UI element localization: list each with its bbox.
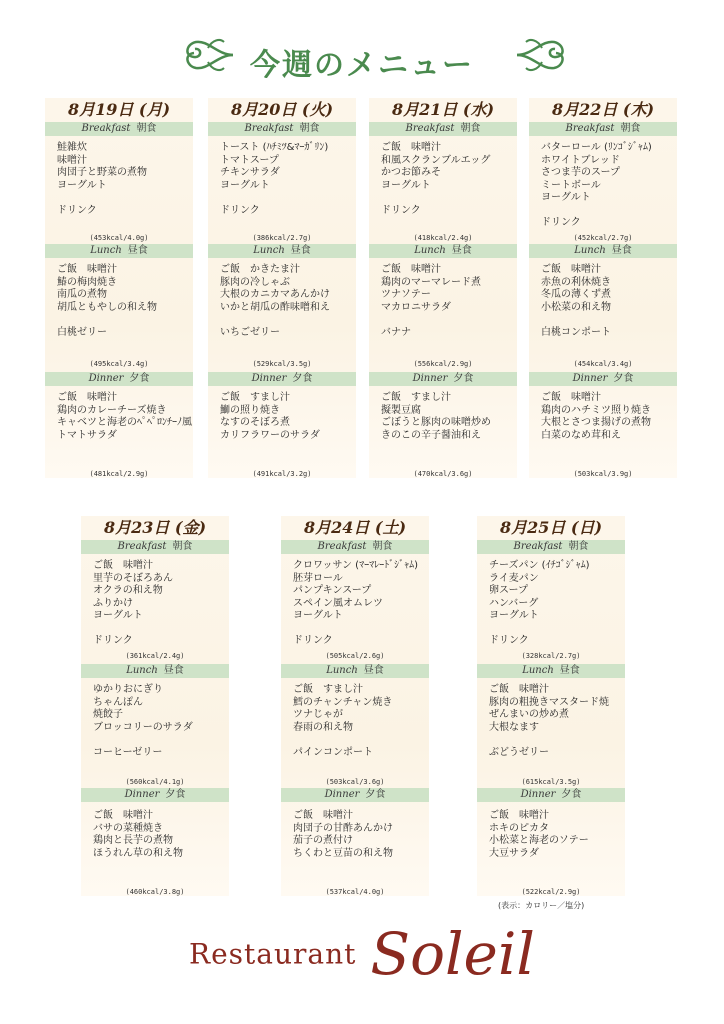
- day-card: [529, 98, 677, 478]
- menu-item: ホワイトブレッド: [541, 154, 620, 166]
- menu-item: ヨーグルト: [489, 610, 539, 621]
- menu-item: ご飯 味噌汁: [93, 560, 153, 571]
- lunch-header: [281, 664, 429, 678]
- menu-item: 鶏肉のカレーチーズ焼き: [57, 404, 167, 416]
- lunch-nutrition: (495kcal/3.4g): [89, 360, 149, 368]
- dinner-items: [541, 392, 677, 442]
- menu-item: 冬瓜の薄くず煮: [541, 289, 611, 300]
- menu-item: [541, 314, 677, 327]
- breakfast-label-jp: 朝食: [568, 541, 589, 552]
- lunch-nutrition: (529kcal/3.5g): [252, 360, 312, 368]
- menu-item: [93, 734, 229, 747]
- menu-item: 卵スープ: [489, 585, 528, 596]
- menu-item: 擬製豆腐: [381, 404, 421, 416]
- menu-item: ミートボール: [541, 179, 601, 191]
- dinner-label-jp: 夕食: [561, 789, 582, 800]
- menu-item: ごぼうと豚肉の味噌炒め: [381, 417, 491, 428]
- breakfast-nutrition: (452kcal/2.7g): [573, 234, 633, 242]
- day-date: 8月19日 (月): [67, 100, 171, 119]
- menu-item: [57, 192, 193, 205]
- breakfast-items: [57, 142, 193, 217]
- dinner-label-jp: 夕食: [365, 789, 386, 800]
- flourish-right-icon: [512, 30, 572, 80]
- menu-item: ご飯 味噌汁: [489, 684, 549, 695]
- dinner-label-en: Dinner: [572, 373, 608, 384]
- menu-item: ご飯 味噌汁: [381, 142, 441, 153]
- dinner-nutrition: (460kcal/3.8g): [125, 888, 185, 896]
- menu-item: バサの菜種焼き: [93, 822, 163, 834]
- lunch-label-en: Lunch: [574, 245, 606, 256]
- breakfast-header: [369, 122, 517, 136]
- menu-item: ご飯 味噌汁: [293, 810, 353, 821]
- menu-item: 和風スクランブルエッグ: [381, 154, 491, 166]
- menu-item: ご飯 かきたま汁: [220, 264, 300, 275]
- breakfast-label-jp: 朝食: [136, 123, 157, 134]
- breakfast-header: [208, 122, 356, 136]
- dinner-header: [281, 788, 429, 802]
- menu-item: コーヒーゼリー: [93, 746, 163, 758]
- breakfast-label-jp: 朝食: [620, 123, 641, 134]
- breakfast-nutrition: (361kcal/2.4g): [125, 652, 185, 660]
- menu-item: パンプキンスープ: [293, 585, 372, 596]
- menu-item: トースト (ﾊﾁﾐﾂ&ﾏｰｶﾞﾘﾝ): [220, 142, 329, 153]
- lunch-label-en: Lunch: [126, 665, 158, 676]
- breakfast-nutrition: (328kcal/2.7g): [521, 652, 581, 660]
- menu-item: パインコンポート: [293, 746, 373, 758]
- menu-item: ちくわと豆苗の和え物: [293, 847, 393, 859]
- dinner-label-en: Dinner: [124, 789, 160, 800]
- menu-item: バナナ: [381, 326, 411, 338]
- menu-item: 茄子の煮付け: [293, 835, 353, 846]
- menu-item: 大根とさつま揚げの煮物: [541, 417, 651, 428]
- day-date: 8月25日 (日): [499, 518, 603, 537]
- menu-item: さつま芋のスープ: [541, 167, 620, 178]
- menu-item: ご飯 すまし汁: [293, 684, 363, 695]
- menu-item: ヨーグルト: [220, 179, 270, 191]
- menu-item: きのこの辛子醤油和え: [381, 429, 481, 441]
- day-date: 8月21日 (水): [391, 100, 495, 119]
- menu-item: いちごゼリー: [220, 326, 280, 338]
- menu-item: ドリンク: [489, 635, 529, 646]
- menu-item: 焼餃子: [93, 709, 123, 720]
- menu-item: 春雨の和え物: [293, 721, 353, 733]
- breakfast-label-en: Breakfast: [81, 123, 131, 134]
- breakfast-header: [529, 122, 677, 136]
- menu-item: 豚肉の粗挽きマスタード焼: [489, 696, 609, 708]
- day-date: 8月24日 (土): [303, 518, 407, 537]
- breakfast-label-en: Breakfast: [317, 541, 367, 552]
- menu-item: ぶどうゼリー: [489, 746, 549, 758]
- lunch-items: [220, 264, 356, 339]
- dinner-nutrition: (503kcal/3.9g): [573, 470, 633, 478]
- menu-item: [293, 734, 429, 747]
- lunch-header: [208, 244, 356, 258]
- dinner-nutrition: (491kcal/3.2g): [252, 470, 312, 478]
- breakfast-label-jp: 朝食: [299, 123, 320, 134]
- brand-restaurant: Restaurant: [188, 937, 357, 971]
- breakfast-label-en: Breakfast: [565, 123, 615, 134]
- day-card: [477, 516, 625, 896]
- dinner-items: [93, 810, 229, 860]
- dinner-header: [477, 788, 625, 802]
- menu-item: トマトサラダ: [57, 429, 117, 441]
- dinner-items: [57, 392, 193, 442]
- menu-item: ドリンク: [541, 217, 581, 228]
- menu-item: [541, 205, 677, 218]
- menu-item: ドリンク: [57, 204, 97, 216]
- menu-item: 白桃コンポート: [541, 326, 611, 338]
- lunch-header: [81, 664, 229, 678]
- dinner-items: [381, 392, 517, 442]
- breakfast-items: [489, 560, 625, 648]
- menu-item: ヨーグルト: [381, 179, 431, 191]
- lunch-items: [381, 264, 517, 339]
- brand-name: Soleil: [370, 920, 535, 988]
- day-card: [208, 98, 356, 478]
- dinner-items: [220, 392, 356, 442]
- menu-item: [93, 623, 229, 636]
- lunch-nutrition: (556kcal/2.9g): [413, 360, 473, 368]
- menu-item: ご飯 味噌汁: [541, 264, 601, 275]
- lunch-items: [489, 684, 625, 759]
- menu-item: 里芋のそぼろあん: [93, 572, 173, 584]
- menu-item: 白桃ゼリー: [57, 326, 107, 338]
- menu-item: ご飯 味噌汁: [57, 264, 117, 275]
- breakfast-header: [281, 540, 429, 554]
- menu-item: ドリンク: [220, 204, 260, 216]
- breakfast-label-en: Breakfast: [405, 123, 455, 134]
- dinner-label-en: Dinner: [520, 789, 556, 800]
- menu-item: 胡瓜ともやしの和え物: [57, 301, 157, 313]
- menu-item: スペイン風オムレツ: [293, 597, 383, 609]
- menu-item: 大豆サラダ: [489, 847, 539, 859]
- dinner-header: [208, 372, 356, 386]
- dinner-nutrition: (537kcal/4.0g): [325, 888, 385, 896]
- lunch-label-jp: 昼食: [127, 245, 148, 256]
- dinner-label-jp: 夕食: [165, 789, 186, 800]
- breakfast-label-en: Breakfast: [513, 541, 563, 552]
- menu-item: 肉団子と野菜の煮物: [57, 167, 147, 178]
- lunch-label-en: Lunch: [522, 665, 554, 676]
- breakfast-nutrition: (418kcal/2.4g): [413, 234, 473, 242]
- menu-item: 小松菜と海老のソテー: [489, 835, 589, 846]
- menu-item: [381, 314, 517, 327]
- menu-item: [489, 623, 625, 636]
- dinner-header: [529, 372, 677, 386]
- dinner-label-jp: 夕食: [129, 373, 150, 384]
- lunch-label-jp: 昼食: [611, 245, 632, 256]
- flourish-left-icon: [178, 30, 238, 80]
- lunch-nutrition: (454kcal/3.4g): [573, 360, 633, 368]
- menu-item: ほうれん草の和え物: [93, 847, 183, 859]
- breakfast-label-en: Breakfast: [117, 541, 167, 552]
- page-title: 今週のメニュー: [250, 48, 474, 83]
- lunch-label-jp: 昼食: [451, 245, 472, 256]
- menu-item: 肉団子の甘酢あんかけ: [293, 822, 393, 834]
- menu-item: ヨーグルト: [541, 192, 591, 203]
- menu-item: 大根なます: [489, 721, 539, 733]
- lunch-label-en: Lunch: [326, 665, 358, 676]
- menu-item: ブロッコリーのサラダ: [93, 721, 193, 733]
- menu-item: 白菜のなめ茸和え: [541, 429, 621, 441]
- menu-item: チーズパン (ｲﾁｺﾞｼﾞｬﾑ): [489, 560, 590, 571]
- dinner-items: [489, 810, 625, 860]
- nutrition-note: (表示：カロリー／塩分): [498, 901, 585, 910]
- dinner-header: [45, 372, 193, 386]
- day-date: 8月23日 (金): [103, 518, 207, 537]
- restaurant-logo: [0, 920, 724, 988]
- breakfast-label-jp: 朝食: [172, 541, 193, 552]
- menu-item: 鶏肉のマーマレード煮: [381, 276, 481, 288]
- breakfast-nutrition: (505kcal/2.6g): [325, 652, 385, 660]
- menu-item: ドリンク: [293, 635, 333, 646]
- lunch-label-en: Lunch: [414, 245, 446, 256]
- lunch-label-en: Lunch: [90, 245, 122, 256]
- breakfast-label-en: Breakfast: [244, 123, 294, 134]
- menu-item: キャベツと海老のﾍﾟﾍﾟﾛﾝﾁｰﾉ風: [57, 417, 192, 428]
- menu-item: ヨーグルト: [293, 610, 343, 621]
- menu-item: 鱈のチャンチャン焼き: [293, 696, 393, 708]
- dinner-label-en: Dinner: [88, 373, 124, 384]
- menu-item: 鶏肉と長芋の煮物: [93, 835, 173, 846]
- menu-item: ツナソテー: [381, 289, 431, 300]
- dinner-label-en: Dinner: [324, 789, 360, 800]
- dinner-label-jp: 夕食: [292, 373, 313, 384]
- menu-item: ハンバーグ: [489, 597, 539, 609]
- menu-item: 大根のカニカマあんかけ: [220, 289, 330, 300]
- lunch-nutrition: (503kcal/3.6g): [325, 778, 385, 786]
- menu-item: ヨーグルト: [93, 610, 143, 621]
- lunch-nutrition: (615kcal/3.5g): [521, 778, 581, 786]
- menu-item: [220, 192, 356, 205]
- menu-item: 胚芽ロール: [293, 572, 343, 584]
- menu-item: 小松菜の和え物: [541, 301, 611, 313]
- breakfast-label-jp: 朝食: [460, 123, 481, 134]
- lunch-header: [45, 244, 193, 258]
- menu-item: ちゃんぽん: [93, 696, 143, 708]
- menu-item: [489, 734, 625, 747]
- day-date: 8月20日 (火): [230, 100, 334, 119]
- dinner-header: [369, 372, 517, 386]
- dinner-label-jp: 夕食: [453, 373, 474, 384]
- breakfast-header: [477, 540, 625, 554]
- breakfast-items: [381, 142, 517, 217]
- day-card: [369, 98, 517, 478]
- dinner-items: [293, 810, 429, 860]
- menu-item: [293, 623, 429, 636]
- menu-item: トマトスープ: [220, 154, 279, 166]
- lunch-label-jp: 昼食: [290, 245, 311, 256]
- breakfast-items: [293, 560, 429, 648]
- menu-item: クロワッサン (ﾏｰﾏﾚｰﾄﾞｼﾞｬﾑ): [293, 560, 418, 571]
- menu-item: チキンサラダ: [220, 167, 280, 178]
- menu-item: ご飯 味噌汁: [381, 264, 441, 275]
- dinner-label-en: Dinner: [251, 373, 287, 384]
- menu-item: ホキのピカタ: [489, 822, 549, 834]
- lunch-label-en: Lunch: [253, 245, 285, 256]
- dinner-nutrition: (481kcal/2.9g): [89, 470, 149, 478]
- lunch-items: [57, 264, 193, 339]
- lunch-nutrition: (560kcal/4.1g): [125, 778, 185, 786]
- menu-item: ご飯 味噌汁: [93, 810, 153, 821]
- breakfast-nutrition: (386kcal/2.7g): [252, 234, 312, 242]
- lunch-header: [529, 244, 677, 258]
- day-card: [281, 516, 429, 896]
- menu-item: ご飯 すまし汁: [220, 392, 290, 403]
- menu-item: ご飯 味噌汁: [541, 392, 601, 403]
- menu-item: 味噌汁: [57, 154, 87, 166]
- menu-item: ご飯 味噌汁: [489, 810, 549, 821]
- lunch-items: [93, 684, 229, 759]
- menu-item: ライ麦パン: [489, 572, 539, 584]
- dinner-header: [81, 788, 229, 802]
- menu-item: ドリンク: [93, 635, 133, 646]
- menu-item: 鰆の梅肉焼き: [57, 276, 117, 288]
- menu-item: ぜんまいの炒め煮: [489, 709, 569, 720]
- menu-item: ご飯 すまし汁: [381, 392, 451, 403]
- dinner-label-en: Dinner: [412, 373, 448, 384]
- menu-item: ゆかりおにぎり: [93, 684, 163, 695]
- menu-item: 豚肉の冷しゃぶ: [220, 276, 290, 288]
- breakfast-header: [81, 540, 229, 554]
- menu-item: バターロール (ﾘﾝｺﾞｼﾞｬﾑ): [541, 142, 652, 153]
- lunch-items: [541, 264, 677, 339]
- menu-item: 鶏肉のハチミツ照り焼き: [541, 404, 651, 416]
- menu-item: なすのそぼろ煮: [220, 417, 290, 428]
- breakfast-items: [541, 142, 677, 230]
- menu-item: ヨーグルト: [57, 179, 107, 191]
- menu-item: [381, 192, 517, 205]
- day-date: 8月22日 (木): [551, 100, 655, 119]
- lunch-label-jp: 昼食: [363, 665, 384, 676]
- menu-item: ご飯 味噌汁: [57, 392, 117, 403]
- lunch-header: [369, 244, 517, 258]
- breakfast-items: [93, 560, 229, 648]
- menu-item: ドリンク: [381, 204, 421, 216]
- lunch-header: [477, 664, 625, 678]
- breakfast-nutrition: (453kcal/4.0g): [89, 234, 149, 242]
- day-card: [81, 516, 229, 896]
- lunch-label-jp: 昼食: [559, 665, 580, 676]
- menu-item: オクラの和え物: [93, 585, 163, 596]
- menu-item: 赤魚の利休焼き: [541, 276, 611, 288]
- day-card: [45, 98, 193, 478]
- breakfast-items: [220, 142, 356, 217]
- dinner-nutrition: (470kcal/3.6g): [413, 470, 473, 478]
- menu-item: マカロニサラダ: [381, 301, 451, 313]
- dinner-label-jp: 夕食: [613, 373, 634, 384]
- menu-item: かつお節みそ: [381, 167, 441, 178]
- menu-item: 鮭雑炊: [57, 142, 87, 153]
- menu-item: ふりかけ: [93, 597, 133, 609]
- menu-item: ツナじゃが: [293, 709, 343, 720]
- menu-item: いかと胡瓜の酢味噌和え: [220, 301, 330, 313]
- lunch-label-jp: 昼食: [163, 665, 184, 676]
- lunch-items: [293, 684, 429, 759]
- dinner-nutrition: (522kcal/2.9g): [521, 888, 581, 896]
- breakfast-label-jp: 朝食: [372, 541, 393, 552]
- menu-item: [220, 314, 356, 327]
- menu-item: 南瓜の煮物: [57, 289, 107, 300]
- breakfast-header: [45, 122, 193, 136]
- menu-item: [57, 314, 193, 327]
- menu-item: カリフラワーのサラダ: [220, 429, 320, 441]
- menu-item: 鰤の照り焼き: [220, 404, 280, 416]
